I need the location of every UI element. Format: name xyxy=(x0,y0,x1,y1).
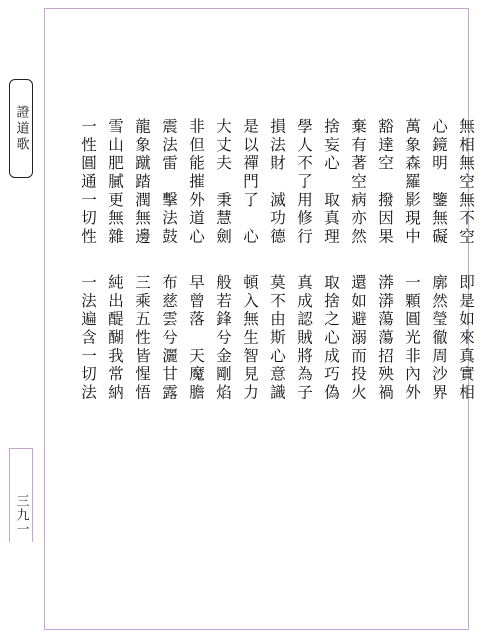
verse-column xyxy=(158,118,180,403)
verse-line-upper: 損法財 滅功德 xyxy=(268,118,286,247)
verse-column xyxy=(428,118,450,403)
verse-column xyxy=(266,118,288,403)
verse-text xyxy=(48,118,474,418)
verse-line-lower: 廓然瑩徹周沙界 xyxy=(430,274,448,403)
verse-line-lower: 還如避溺而投火 xyxy=(349,274,367,403)
verse-line-upper: 一性圓通一切性 xyxy=(79,118,97,247)
verse-line-upper: 非但能摧外道心 xyxy=(187,118,205,247)
page-number-box xyxy=(9,448,33,542)
verse-line-upper: 心鏡明 鑒無礙 xyxy=(430,118,448,247)
verse-line-upper: 是以禪門了 心 xyxy=(241,118,259,247)
verse-line-lower: 純出醍醐我常納 xyxy=(106,274,124,403)
chapter-tab-label: 證道歌 xyxy=(13,104,29,153)
page-number: 三九一 xyxy=(13,494,29,536)
verse-line-upper: 學人不了用修行 xyxy=(295,118,313,247)
verse-line-lower: 莫不由斯心意識 xyxy=(268,274,286,403)
verse-line-upper: 震法雷 擊法鼓 xyxy=(160,118,178,247)
verse-line-lower: 布慈雲兮灑甘露 xyxy=(160,274,178,403)
verse-column xyxy=(212,118,234,403)
verse-column xyxy=(239,118,261,403)
verse-line-upper: 雪山肥膩更無雜 xyxy=(106,118,124,247)
verse-line-lower: 三乘五性皆惺悟 xyxy=(133,274,151,403)
verse-line-upper: 捨妄心 取真理 xyxy=(322,118,340,247)
verse-line-upper: 豁達空 撥因果 xyxy=(376,118,394,247)
verse-line-upper: 大丈夫 秉慧劍 xyxy=(214,118,232,247)
verse-line-upper: 萬象森羅影現中 xyxy=(403,118,421,247)
verse-line-upper: 無相無空無不空 xyxy=(457,118,475,247)
verse-line-lower: 取捨之心成巧偽 xyxy=(322,274,340,403)
chapter-tab xyxy=(9,79,33,178)
verse-column xyxy=(131,118,153,403)
verse-column xyxy=(293,118,315,403)
verse-line-lower: 一法遍含一切法 xyxy=(79,274,97,403)
verse-line-lower: 般若鋒兮金剛焰 xyxy=(214,274,232,403)
verse-line-upper: 龍象蹴踏潤無邊 xyxy=(133,118,151,247)
verse-column xyxy=(320,118,342,403)
verse-line-lower: 即是如來真實相 xyxy=(457,274,475,403)
verse-column xyxy=(374,118,396,403)
verse-line-lower: 頓入無生智見力 xyxy=(241,274,259,403)
verse-line-lower: 漭漭蕩蕩招殃禍 xyxy=(376,274,394,403)
verse-column xyxy=(401,118,423,403)
verse-line-lower: 真成認賊將為子 xyxy=(295,274,313,403)
verse-line-lower: 一顆圓光非內外 xyxy=(403,274,421,403)
verse-column xyxy=(104,118,126,403)
verse-line-upper: 棄有著空病亦然 xyxy=(349,118,367,247)
verse-column xyxy=(455,118,477,403)
verse-column xyxy=(185,118,207,403)
verse-column xyxy=(77,118,99,403)
verse-column xyxy=(347,118,369,403)
verse-line-lower: 早曾落 天魔膽 xyxy=(187,274,205,403)
